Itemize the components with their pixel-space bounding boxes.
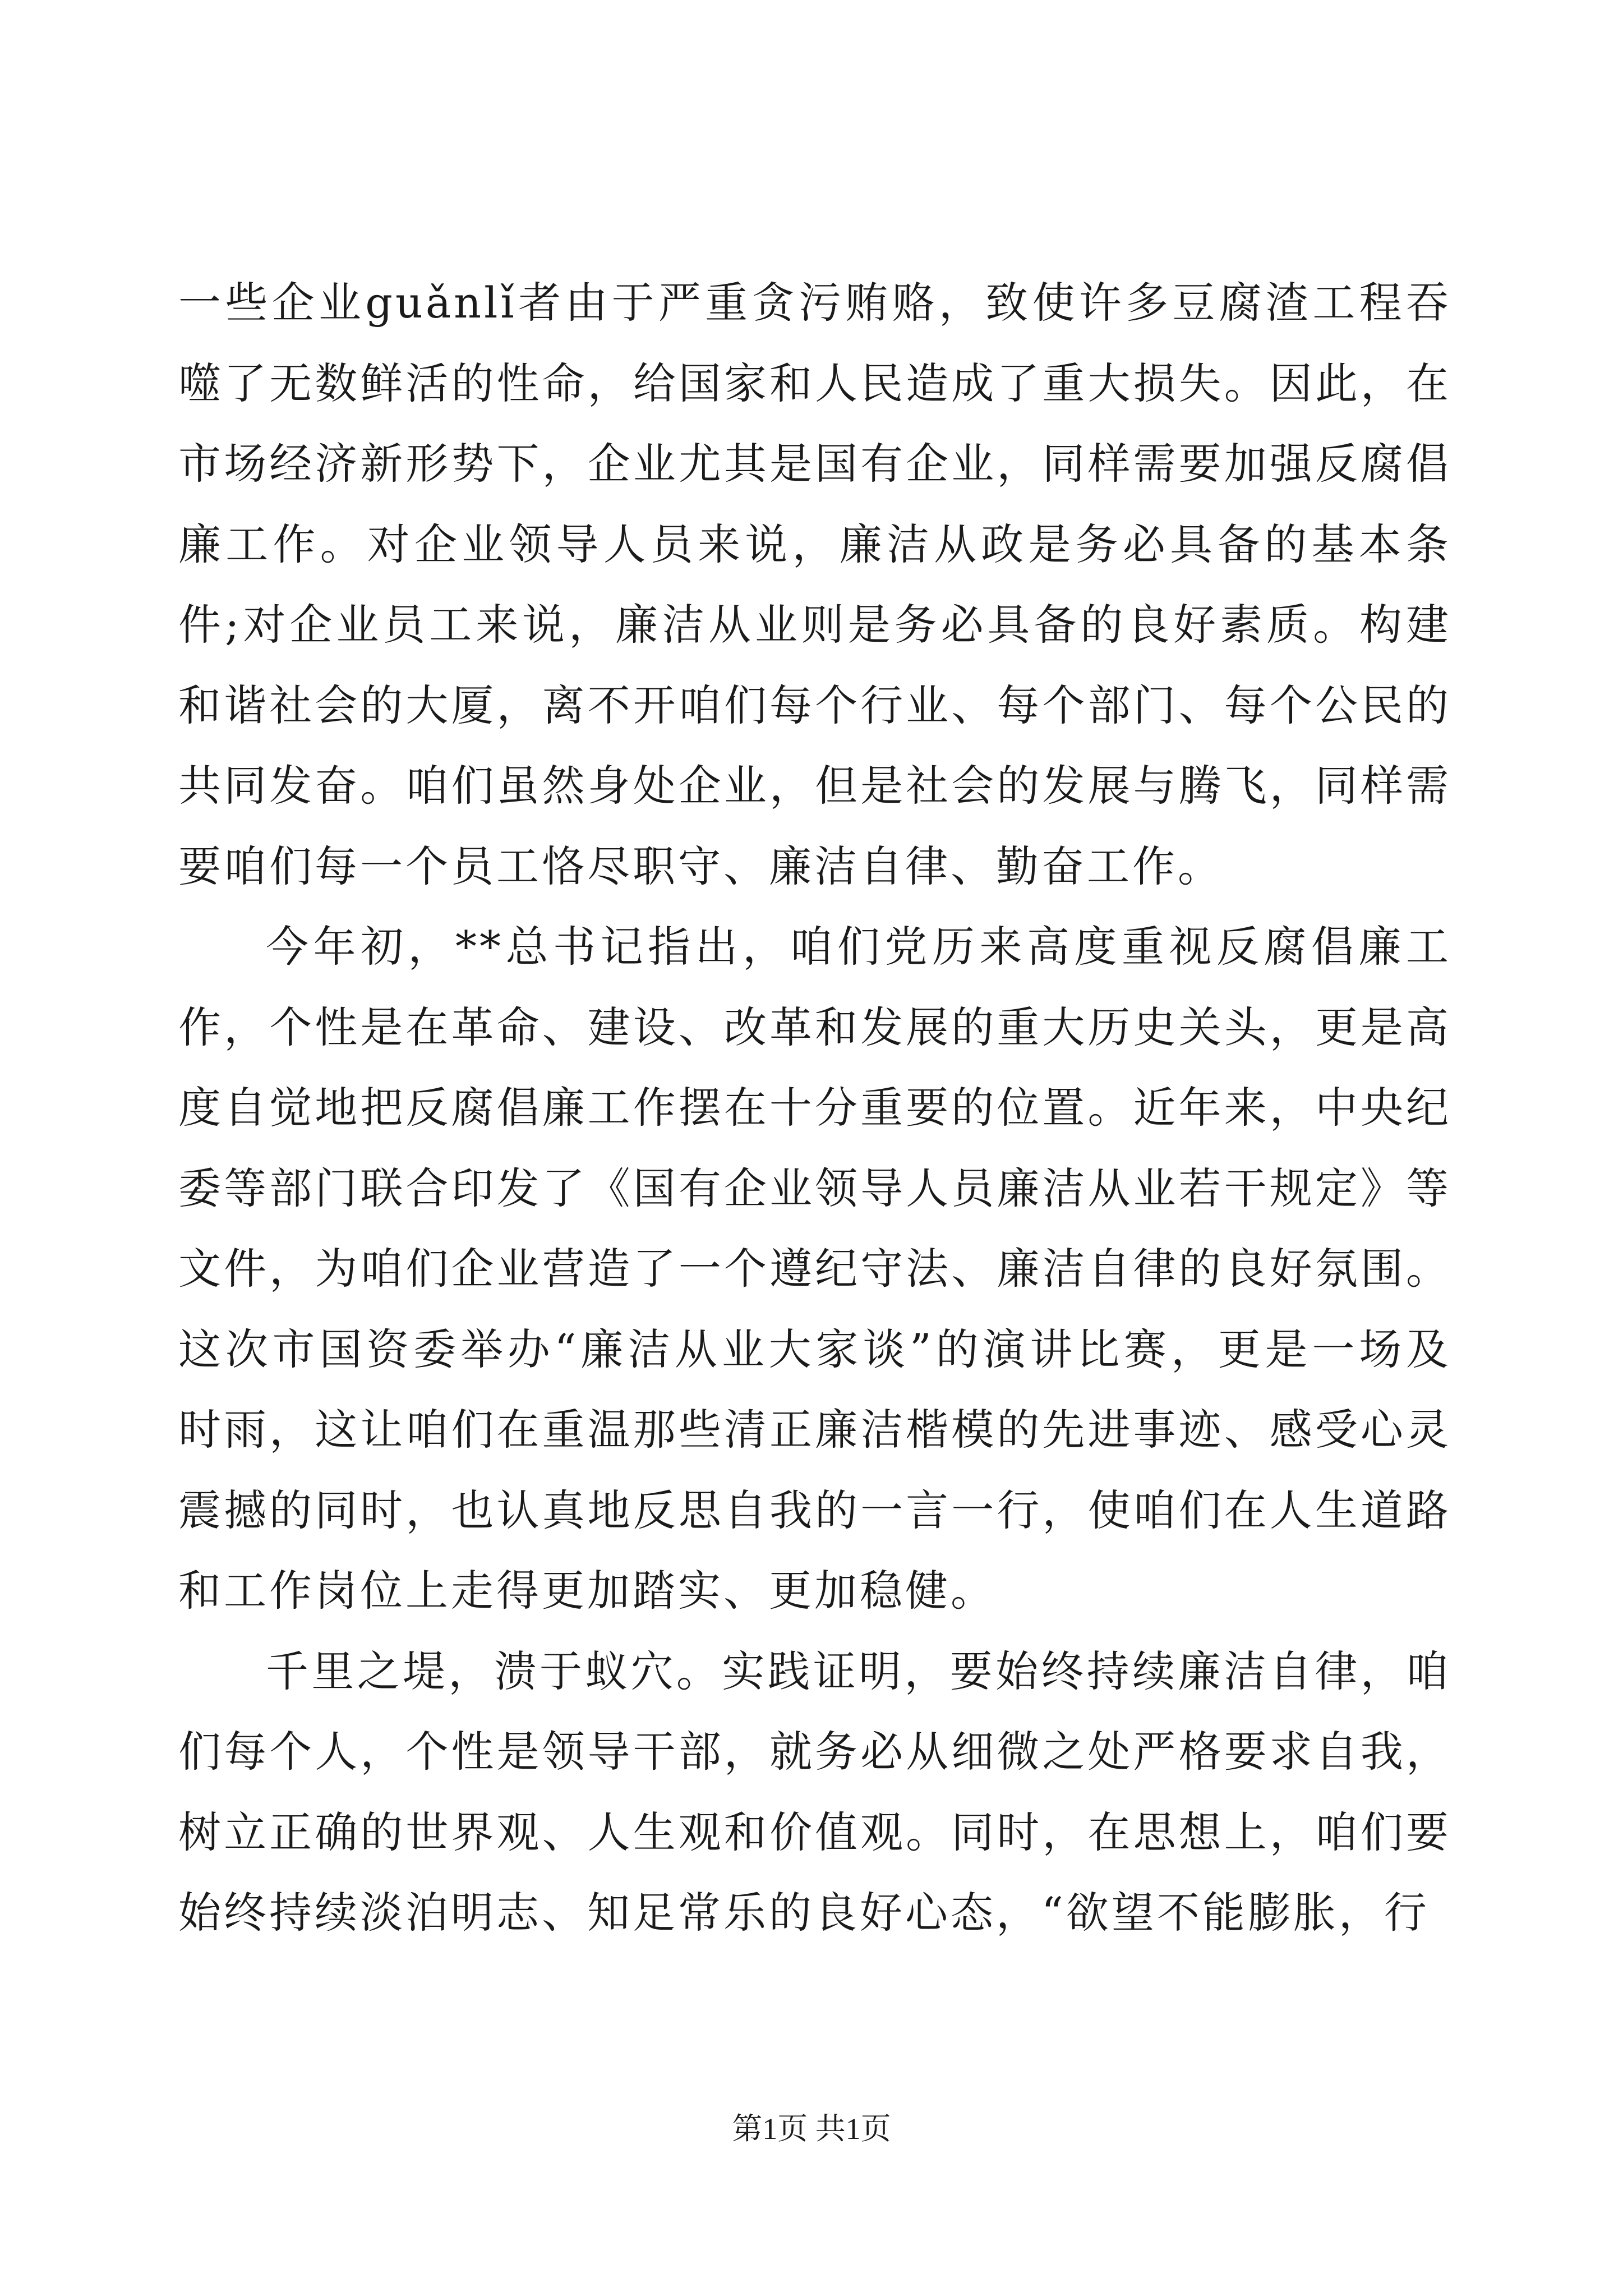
paragraph-2: 今年初，**总书记指出，咱们党历来高度重视反腐倡廉工作，个性是在革命、建设、改革和发展的重大历史关头，更是高度自觉地把反腐倡廉工作摆在十分重要的位置。近年来，中央纪委等部门联合印发了《国有企业领导人员廉洁从业若干规定》等文件，为咱们企业营造了一个遵纪守法、廉洁自律的良好氛围。这次市国资委举办“廉洁从业大家谈”的演讲比赛，更是一场及时雨，这让咱们在重温那些清正廉洁楷模的先进事迹、感受心灵震撼的同时，也认真地反思自我的一言一行，使咱们在人生道路和工作岗位上走得更加踏实、更加稳健。: [178, 922, 1451, 1616]
page-footer: 第1页 共1页: [732, 2112, 891, 2146]
document-body: [178, 263, 1451, 1953]
paragraph-3: 千里之堤，溃于蚁穴。实践证明，要始终持续廉洁自律，咱们每个人，个性是领导干部，就务必从细微之处严格要求自我，树立正确的世界观、人生观和价值观。同时，在思想上，咱们要始终持续淡泊明志、知足常乐的良好心态，“欲望不能膨胀，行: [178, 1646, 1451, 1938]
paragraph-1: 一些企业guǎnlǐ者由于严重贪污贿赂，致使许多豆腐渣工程吞噬了无数鲜活的性命，给国家和人民造成了重大损失。因此，在市场经济新形势下，企业尤其是国有企业，同样需要加强反腐倡廉工作。对企业领导人员来说，廉洁从政是务必具备的基本条件;对企业员工来说，廉洁从业则是务必具备的良好素质。构建和谐社会的大厦，离不开咱们每个行业、每个部门、每个公民的共同发奋。咱们虽然身处企业，但是社会的发展与腾飞，同样需要咱们每一个员工恪尽职守、廉洁自律、勤奋工作。: [178, 278, 1451, 891]
